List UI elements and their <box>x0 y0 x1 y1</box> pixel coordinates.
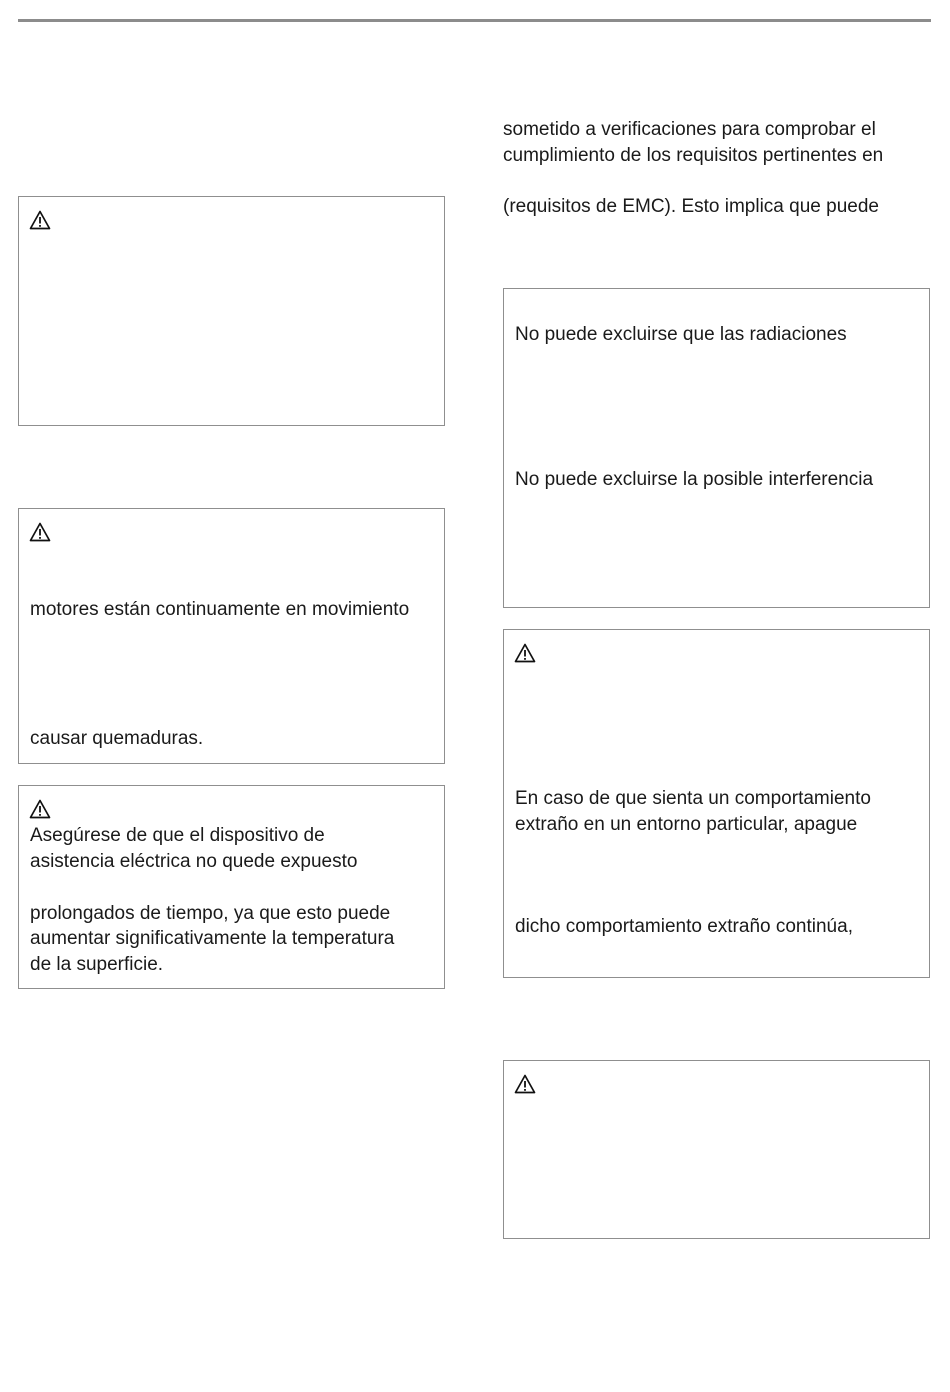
warning-box-bottom <box>503 1060 930 1239</box>
warning-box-sun <box>18 785 445 989</box>
text-line: causar quemaduras. <box>30 728 204 749</box>
text-line: prolongados de tiempo, ya que esto puede <box>30 903 391 924</box>
intro-text-line: sometido a verificaciones para comprobar el <box>503 119 876 140</box>
warning-box-motors <box>18 508 445 764</box>
warning-box-behavior <box>503 629 930 978</box>
intro-text-line: cumplimiento de los requisitos pertinentes en <box>503 145 884 166</box>
text-line: Asegúrese de que el dispositivo de <box>30 825 325 846</box>
text-line: asistencia eléctrica no quede expuesto <box>30 851 358 872</box>
warning-triangle-icon <box>514 643 536 663</box>
text-line: aumentar significativamente la temperatura <box>30 928 395 949</box>
warning-triangle-icon <box>29 799 51 819</box>
top-rule <box>18 19 931 22</box>
text-line: En caso de que sienta un comportamiento <box>515 788 871 809</box>
warning-triangle-icon <box>514 1074 536 1094</box>
warning-box-1 <box>18 196 445 426</box>
text-line: No puede excluirse la posible interferencia <box>515 469 874 490</box>
text-line: de la superficie. <box>30 954 164 975</box>
warning-triangle-icon <box>29 522 51 542</box>
text-line: extraño en un entorno particular, apague <box>515 814 858 835</box>
text-line: motores están continuamente en movimiento <box>30 599 410 620</box>
text-line: dicho comportamiento extraño continúa, <box>515 916 853 937</box>
warning-triangle-icon <box>29 210 51 230</box>
text-line: No puede excluirse que las radiaciones <box>515 324 847 345</box>
emc-info-box <box>503 288 930 608</box>
intro-text-line: (requisitos de EMC). Esto implica que puede <box>503 196 879 217</box>
